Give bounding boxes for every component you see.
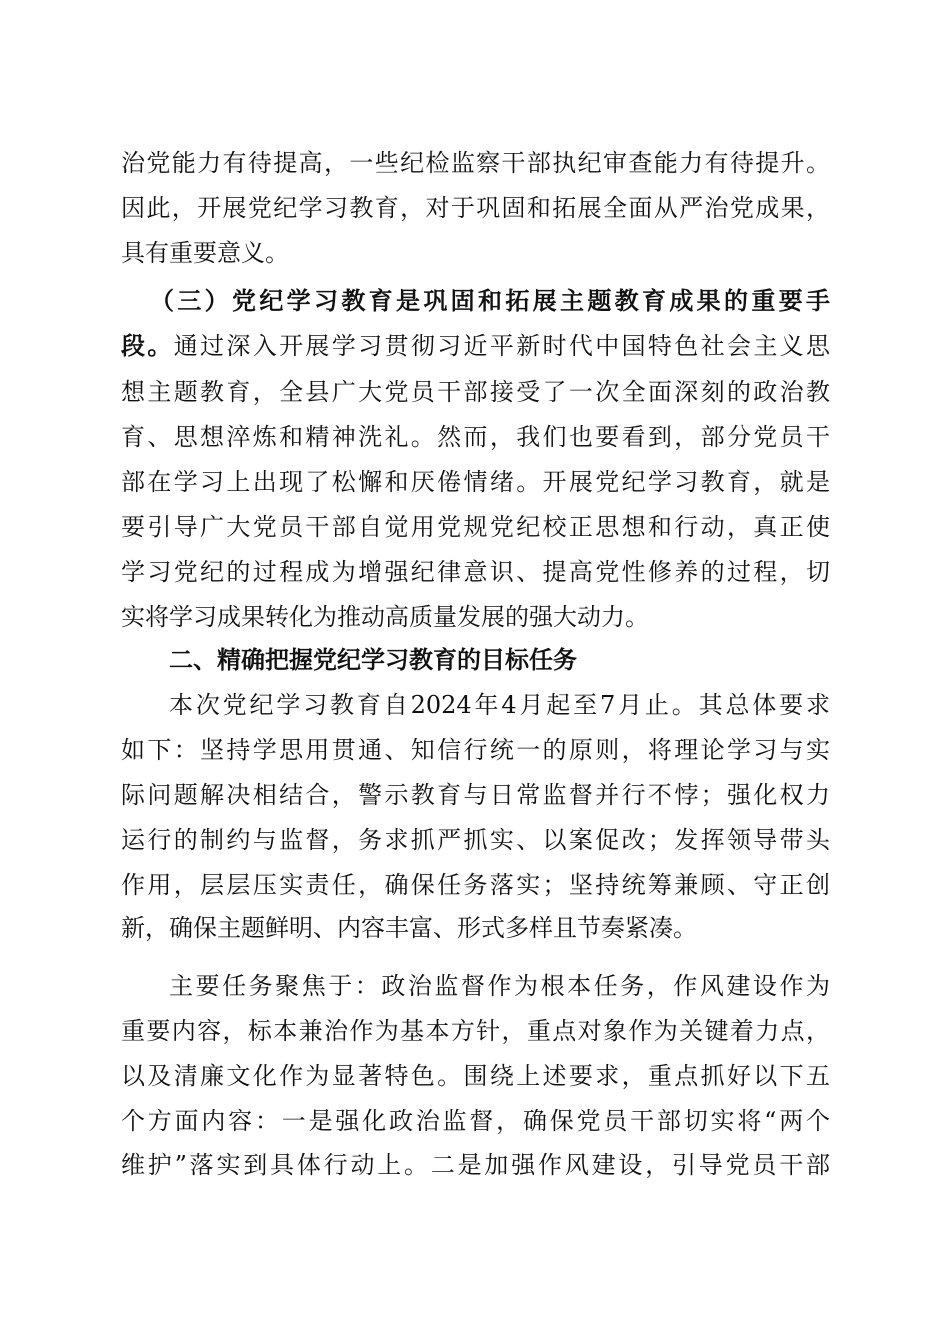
line-text: 因此，开展党纪学习教育，对于巩固和拓展全面从严治党成果， xyxy=(121,194,830,222)
line-text: 想主题教育，全县广大党员干部接受了一次全面深刻的政治教 xyxy=(121,378,830,406)
text-line xyxy=(121,1061,830,1091)
text-line xyxy=(121,825,830,855)
line-text: 本次党纪学习教育自2024年4月起至7月止。其总体要求 xyxy=(169,691,830,719)
line-text: 主要任务聚焦于：政治监督作为根本任务，作风建设作为 xyxy=(169,972,830,1000)
text-line xyxy=(121,1150,830,1180)
text-line xyxy=(121,467,830,497)
text-line xyxy=(121,1016,830,1046)
text-line xyxy=(121,1106,830,1136)
line-text: 重要内容，标本兼治作为基本方针，重点对象作为关键着力点， xyxy=(121,1017,830,1045)
text-line xyxy=(121,913,830,943)
section-heading xyxy=(169,645,830,675)
text-line xyxy=(150,286,830,316)
line-text: 要引导广大党员干部自觉用党规党纪校正思想和行动，真正使 xyxy=(121,513,830,541)
line-text: 新，确保主题鲜明、内容丰富、形式多样且节奏紧凑。 xyxy=(121,914,697,942)
bold-heading-text: （三）党纪学习教育是巩固和拓展主题教育成果的重要手 xyxy=(150,286,830,315)
text-line xyxy=(121,422,830,452)
line-text: 治党能力有待提高，一些纪检监察干部执纪审查能力有待提升。 xyxy=(121,149,830,177)
line-text: 二、精确把握党纪学习教育的目标任务 xyxy=(169,646,577,674)
line-text: 维护”落实到具体行动上。二是加强作风建设，引导党员干部 xyxy=(121,1151,830,1179)
text-line xyxy=(121,193,830,223)
line-text: 如下：坚持学思用贯通、知信行统一的原则，将理论学习与实 xyxy=(121,736,830,764)
text-line xyxy=(121,512,830,542)
text-line xyxy=(121,557,830,587)
text-line xyxy=(121,780,830,810)
text-line xyxy=(121,331,830,361)
text-line xyxy=(169,971,830,1001)
line-text: 个方面内容：一是强化政治监督，确保党员干部切实将“两个 xyxy=(121,1107,830,1135)
line-text: 学习党纪的过程成为增强纪律意识、提高党性修养的过程，切 xyxy=(121,558,830,586)
text-line xyxy=(121,602,830,632)
line-text: 部在学习上出现了松懈和厌倦情绪。开展党纪学习教育，就是 xyxy=(121,468,830,496)
text-line xyxy=(121,870,830,900)
line-text: 际问题解决相结合，警示教育与日常监督并行不悖；强化权力 xyxy=(121,781,830,809)
text-line xyxy=(121,377,830,407)
line-text: 育、思想淬炼和精神洗礼。然而，我们也要看到，部分党员干 xyxy=(121,423,830,451)
text-line xyxy=(121,238,830,268)
line-text: 实将学习成果转化为推动高质量发展的强大动力。 xyxy=(121,603,649,631)
text-line xyxy=(121,735,830,765)
line-text: 运行的制约与监督，务求抓严抓实、以案促改；发挥领导带头 xyxy=(121,826,830,854)
text-line xyxy=(169,690,830,720)
line-text: 具有重要意义。 xyxy=(121,239,289,267)
line-text: 通过深入开展学习贯彻习近平新时代中国特色社会主义思 xyxy=(173,332,831,360)
line-text: 以及清廉文化作为显著特色。围绕上述要求，重点抓好以下五 xyxy=(121,1062,830,1090)
line-text: 作用，层层压实责任，确保任务落实；坚持统筹兼顾、守正创 xyxy=(121,871,830,899)
bold-heading-text: 段。 xyxy=(121,331,174,360)
text-line xyxy=(121,148,830,178)
